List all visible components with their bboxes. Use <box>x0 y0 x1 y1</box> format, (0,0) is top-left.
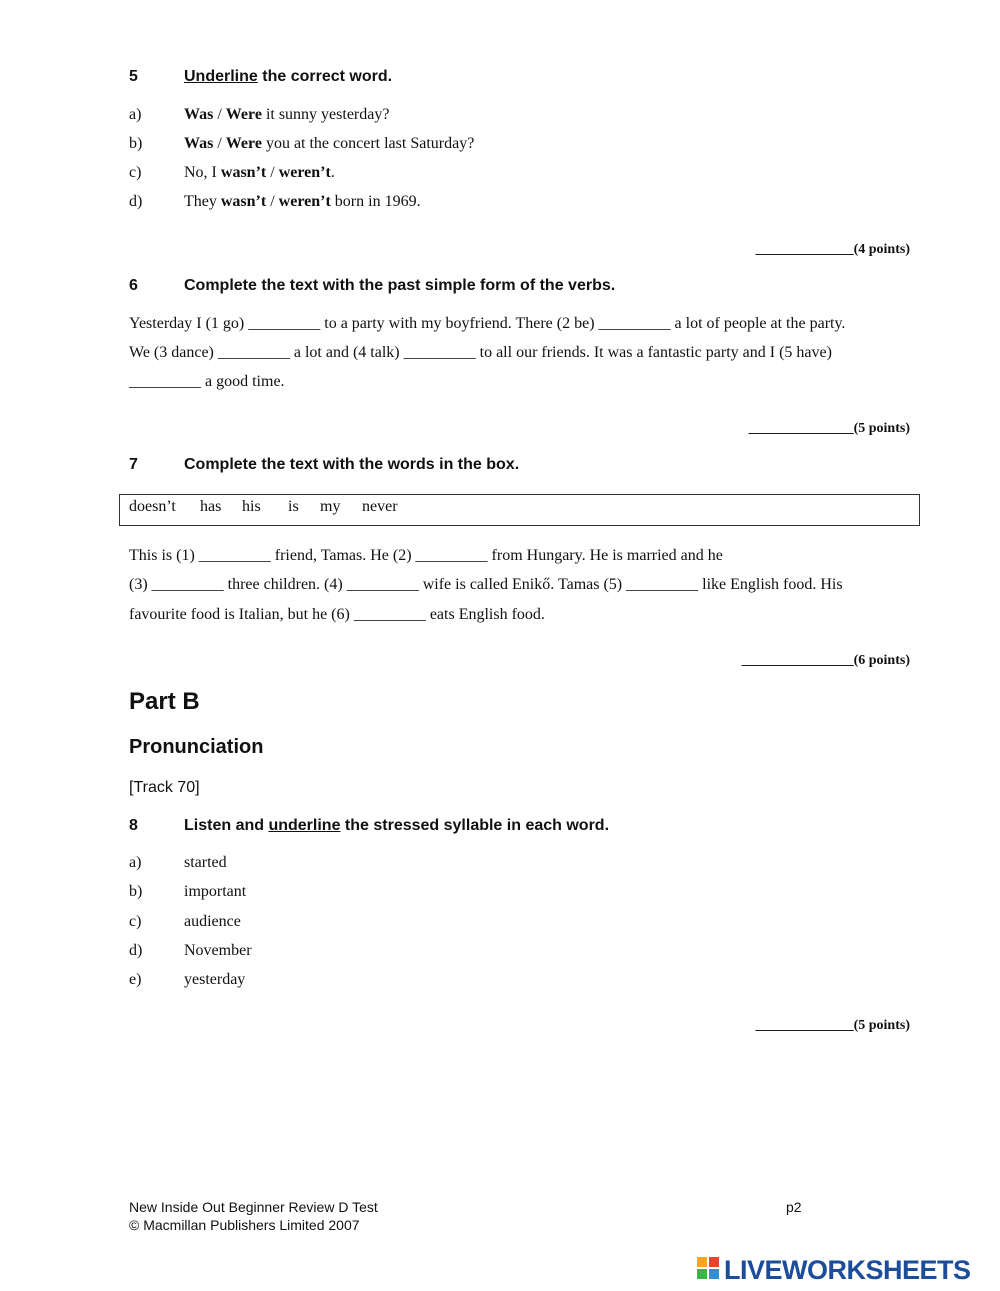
q6-number: 6 <box>129 277 138 294</box>
q5-label-c: c) <box>129 164 142 181</box>
liveworksheets-logo-icon <box>697 1257 721 1283</box>
q7-points: ________________(6 points) <box>741 653 910 668</box>
q8-title-rest: the stressed syllable in each word. <box>340 817 610 834</box>
footer-page-number: p2 <box>786 1199 802 1215</box>
q7-box-word-2: has <box>200 498 222 515</box>
q5-d-sep: / <box>266 193 279 210</box>
q5-label-a: a) <box>129 106 142 123</box>
q6-line-2: We (3 dance) _________ a lot and (4 talk) _________ to all our friends. It was a fantastic party and I (5 have) <box>129 344 832 361</box>
q5-points: ______________(4 points) <box>755 242 910 257</box>
q5-a-sep: / <box>213 106 226 123</box>
q6-line-3: _________ a good time. <box>129 373 285 390</box>
q5-title-rest: the correct word. <box>257 68 393 85</box>
q8-label-d: d) <box>129 942 143 959</box>
q7-title: Complete the text with the words in the box. <box>184 456 520 473</box>
q7-box-word-3: his <box>242 498 261 515</box>
q7-box-word-6: never <box>362 498 398 515</box>
q8-word-c[interactable]: audience <box>184 913 241 930</box>
q7-line-2: (3) _________ three children. (4) _________ wife is called Enikő. Tamas (5) _________ like English food. His <box>129 576 843 593</box>
q7-number: 7 <box>129 456 138 473</box>
q5-heading <box>0 68 1000 88</box>
q5-title <box>184 68 392 86</box>
q5-b-sep: / <box>213 135 226 152</box>
q5-b-opt1[interactable]: Was <box>184 135 214 152</box>
q5-c-pre: No, I <box>184 164 221 181</box>
q5-label-b: b) <box>129 135 143 152</box>
q7-word-box <box>119 494 920 526</box>
q5-d-opt2[interactable]: weren’t <box>278 193 331 210</box>
q5-c-rest: . <box>330 164 335 181</box>
q7-box-word-5: my <box>320 498 341 515</box>
q8-points: ______________(5 points) <box>755 1018 910 1033</box>
q5-text-b <box>184 135 474 153</box>
q5-b-rest: you at the concert last Saturday? <box>261 135 475 152</box>
q6-points: _______________(5 points) <box>748 421 910 436</box>
liveworksheets-logo-text: LIVEWORKSHEETS <box>724 1254 971 1285</box>
footer-title: New Inside Out Beginner Review D Test <box>129 1199 378 1215</box>
q8-word-d[interactable]: November <box>184 942 252 959</box>
q5-b-opt2[interactable]: Were <box>225 135 262 152</box>
pronunciation-heading: Pronunciation <box>129 736 264 758</box>
liveworksheets-logo[interactable] <box>697 1255 971 1285</box>
q6-line-1: Yesterday I (1 go) _________ to a party with my boyfriend. There (2 be) _________ a lot of people at the party. <box>129 315 846 332</box>
q5-text-a <box>184 106 389 124</box>
q5-d-pre: They <box>184 193 221 210</box>
q7-box-word-4: is <box>288 498 299 515</box>
q8-label-e: e) <box>129 971 142 988</box>
q7-heading <box>0 456 1000 476</box>
q6-heading <box>0 277 1000 297</box>
q8-title <box>184 817 609 835</box>
q8-heading <box>0 817 1000 837</box>
q8-title-underline: underline <box>268 817 341 834</box>
q5-title-underline: Underline <box>184 68 258 85</box>
q8-title-pre: Listen and <box>184 817 269 834</box>
q8-label-c: c) <box>129 913 142 930</box>
q5-a-opt1[interactable]: Was <box>184 106 214 123</box>
q5-c-opt2[interactable]: weren’t <box>278 164 331 181</box>
q5-a-opt2[interactable]: Were <box>225 106 262 123</box>
q5-c-sep: / <box>266 164 279 181</box>
q5-text-c <box>184 164 335 182</box>
q5-number: 5 <box>129 68 138 85</box>
q7-box-word-1: doesn’t <box>129 498 176 515</box>
q5-d-rest: born in 1969. <box>330 193 421 210</box>
q8-number: 8 <box>129 817 138 834</box>
q7-line-1: This is (1) _________ friend, Tamas. He (2) _________ from Hungary. He is married and he <box>129 547 723 564</box>
q5-d-opt1[interactable]: wasn’t <box>220 193 267 210</box>
q7-line-3: favourite food is Italian, but he (6) _________ eats English food. <box>129 606 545 623</box>
part-b-title: Part B <box>129 688 200 715</box>
q5-a-rest: it sunny yesterday? <box>261 106 390 123</box>
q5-label-d: d) <box>129 193 143 210</box>
q5-c-opt1[interactable]: wasn’t <box>220 164 267 181</box>
q8-label-b: b) <box>129 883 143 900</box>
q8-word-e[interactable]: yesterday <box>184 971 246 988</box>
q8-label-a: a) <box>129 854 142 871</box>
footer-copyright: © Macmillan Publishers Limited 2007 <box>129 1217 360 1233</box>
q6-title: Complete the text with the past simple form of the verbs. <box>184 277 616 294</box>
track-label: [Track 70] <box>129 779 200 796</box>
q8-word-a[interactable]: started <box>184 854 227 871</box>
q8-word-b[interactable]: important <box>184 883 247 900</box>
q5-text-d <box>184 193 421 211</box>
